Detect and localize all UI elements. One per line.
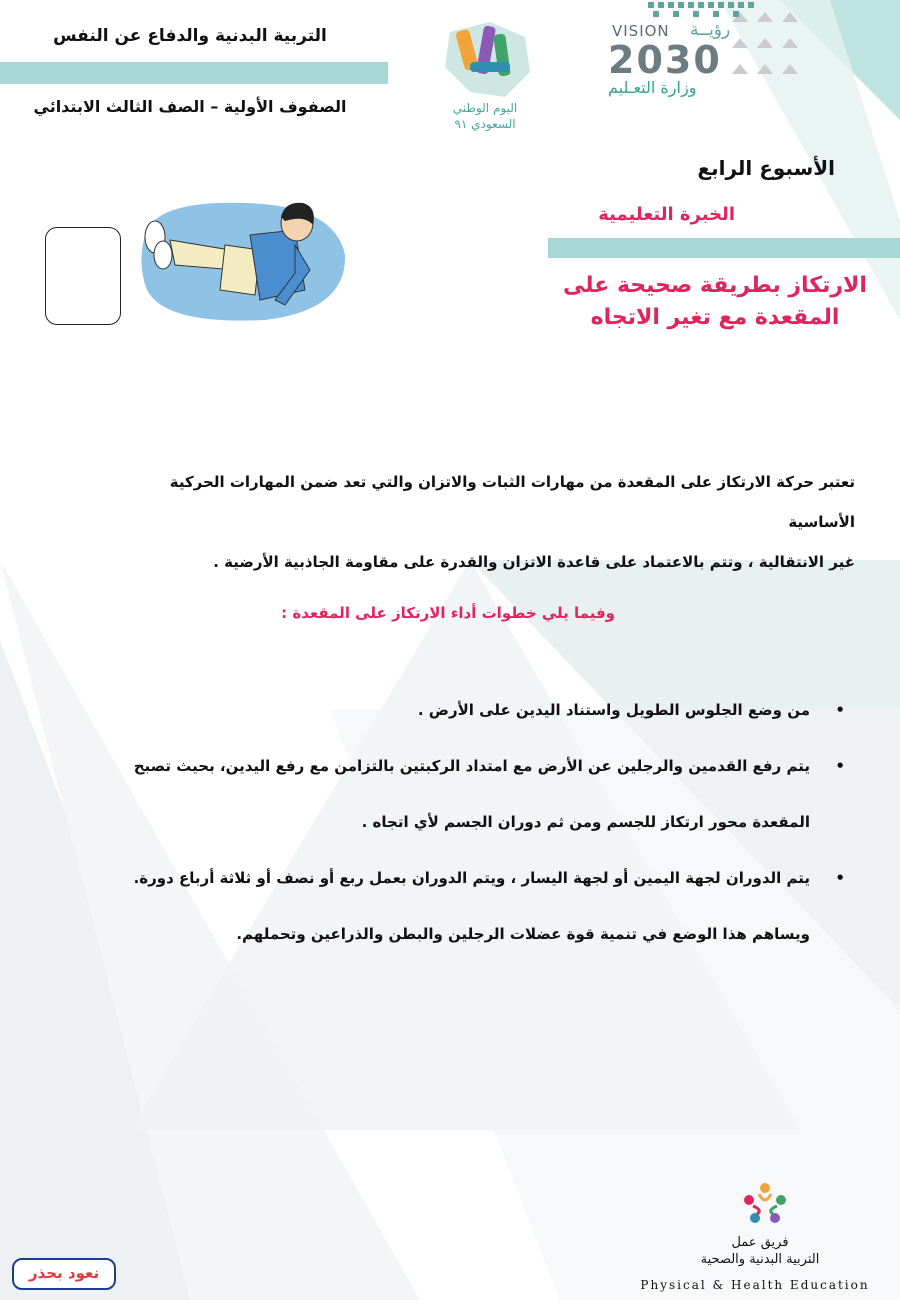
lesson-title-line2: المقعدة مع تغير الاتجاه bbox=[590, 305, 840, 330]
step-line: يتم رفع القدمين والرجلين عن الأرض مع امتداد الركبتين بالتزامن مع رفع اليدين، بحيث تصبح bbox=[133, 757, 810, 775]
team-logo-icon bbox=[735, 1180, 795, 1230]
grade-label: الصفوف الأولية – الصف الثالث الابتدائي bbox=[33, 97, 347, 116]
national-day-line2: السعودي ٩١ bbox=[454, 117, 516, 131]
lesson-title-line1: الارتكاز بطريقة صحيحة على bbox=[563, 273, 867, 298]
bullet-icon: • bbox=[835, 757, 845, 775]
team-credit bbox=[670, 1234, 850, 1268]
week-label: الأسبوع الرابع bbox=[697, 156, 835, 180]
national-day-logo bbox=[430, 12, 540, 112]
steps-list bbox=[50, 682, 845, 962]
team-line1: فريق عمل bbox=[731, 1235, 789, 1250]
header-bar-right bbox=[548, 238, 900, 258]
list-item bbox=[50, 738, 845, 850]
national-day-line1: اليوم الوطني bbox=[452, 101, 518, 115]
vision-word: VISION bbox=[612, 22, 670, 40]
image-frame bbox=[45, 227, 121, 325]
list-item bbox=[50, 682, 845, 738]
bullet-icon: • bbox=[835, 701, 845, 719]
header-bar-left bbox=[0, 62, 388, 84]
brand-badge: نعود بحذر bbox=[12, 1258, 116, 1290]
seated-balance-illustration bbox=[135, 195, 350, 325]
experience-label: الخبرة التعليمية bbox=[598, 204, 735, 225]
step-line: المقعدة محور ارتكاز للجسم ومن ثم دوران الجسم لأي اتجاه . bbox=[361, 813, 810, 831]
intro-paragraph bbox=[110, 462, 855, 582]
english-subtitle: Physical & Health Education bbox=[640, 1278, 870, 1292]
ministry-name: وزارة التعـليم bbox=[608, 78, 697, 97]
team-line2: التربية البدنية والصحية bbox=[700, 1252, 820, 1267]
intro-line1: تعتبر حركة الارتكاز على المقعدة من مهارات الثبات والاتزان والتي تعد ضمن المهارات الحركية الأساسية bbox=[169, 473, 855, 531]
step-line: من وضع الجلوس الطويل واستناد اليدين على الأرض . bbox=[417, 701, 810, 719]
intro-line2: غير الانتقالية ، وتتم بالاعتماد على قاعدة الاتزان والقدرة على مقاومة الجاذبية الأرضية . bbox=[213, 553, 855, 571]
national-day-text bbox=[420, 100, 550, 132]
list-item bbox=[50, 850, 845, 962]
vision-year: 2030 bbox=[608, 38, 722, 82]
lesson-title bbox=[560, 270, 870, 334]
step-line: ويساهم هذا الوضع في تنمية قوة عضلات الرجلين والبطن والذراعين وتحملهم. bbox=[236, 925, 810, 943]
steps-heading: وفيما يلي خطوات أداء الارتكاز على المقعدة : bbox=[281, 604, 615, 622]
vision-arabic: رؤيــة bbox=[690, 20, 731, 40]
step-line: يتم الدوران لجهة اليمين أو لجهة اليسار ، ويتم الدوران بعمل ربع أو نصف أو ثلاثة أرباع دورة. bbox=[133, 869, 810, 887]
subject-title: التربية البدنية والدفاع عن النفس bbox=[53, 26, 327, 46]
bullet-icon: • bbox=[835, 869, 845, 887]
